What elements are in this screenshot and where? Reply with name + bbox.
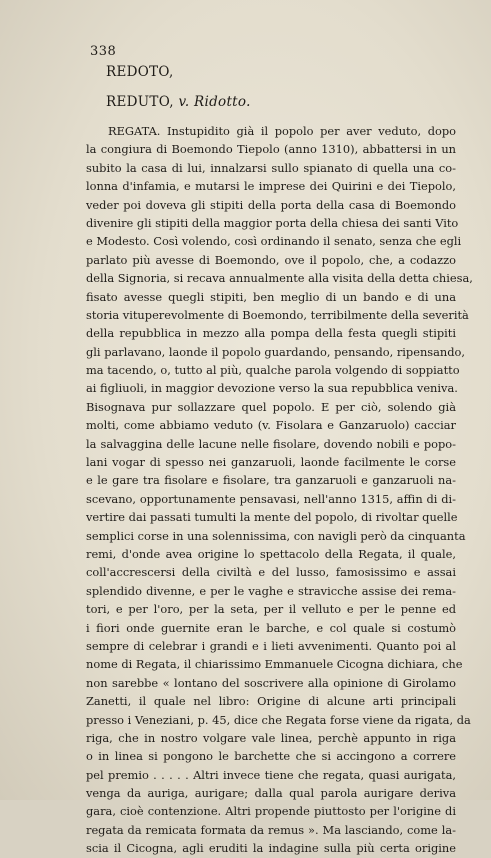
entry-reduto-ref: v. Ridotto. — [178, 94, 251, 110]
text-line: remi, d'onde avea origine lo spettacolo della Regata, il quale, — [86, 546, 456, 561]
text-line: e le gare tra fisolare e fisolare, tra ganzaruoli e ganzaruoli na- — [86, 473, 456, 488]
text-line: subito la casa di lui, innalzarsi sullo spianato di quella una co- — [86, 160, 456, 175]
text-line: i fiori onde guernite eran le barche, e col quale si costumò — [86, 620, 456, 635]
text-line: la congiura di Boemondo Tiepolo (anno 1310), abbattersi in un — [86, 142, 456, 157]
text-line: semplici corse in una solennissima, con navigli però da cinquanta — [86, 528, 466, 543]
text-line: ma tacendo, o, tutto al più, qualche parola volgendo di soppiatto — [86, 363, 460, 378]
text-line: scevano, opportunamente pensavasi, nell'anno 1315, affin di di- — [86, 491, 456, 506]
text-line: lani vogar di spesso nei ganzaruoli, laonde facilmente le corse — [86, 455, 456, 470]
text-line: splendido divenne, e per le vaghe e stravicche assise dei rema- — [86, 583, 456, 598]
text-line: fisato avesse quegli stipiti, ben meglio di un bando e di una — [86, 289, 456, 304]
text-line: molti, come abbiamo veduto (v. Fisolara e Ganzaruolo) cacciar — [86, 418, 456, 433]
text-line: nome di Regata, il chiarissimo Emmanuele Cicogna dichiara, che — [86, 657, 463, 672]
text-line: e Modesto. Così volendo, così ordinando il senato, senza che egli — [86, 234, 462, 249]
text-line: non sarebbe « lontano del soscrivere alla opinione di Girolamo — [86, 675, 456, 690]
entry-redoto: REDOTO, — [106, 64, 174, 80]
text-line: della repubblica in mezzo alla pompa della festa quegli stipiti — [86, 326, 456, 341]
text-line: regata da remicata formata da remus ». Ma lasciando, come la- — [86, 822, 456, 837]
text-line: Zanetti, il quale nel libro: Origine di alcune arti principali — [86, 694, 456, 709]
entry-reduto — [106, 94, 251, 110]
text-line: ai figliuoli, in maggior devozione verso la sua repubblica veniva. — [86, 381, 458, 396]
text-line: tori, e per l'oro, per la seta, per il velluto e per le penne ed — [86, 602, 456, 617]
text-line: scia il Cicogna, agli eruditi la indagine sulla più certa origine — [86, 841, 456, 856]
text-line: sempre di celebrar i grandi e i lieti avvenimenti. Quanto poi al — [86, 638, 456, 653]
entry-reduto-head: REDUTO, — [106, 94, 174, 110]
text-line: venga da auriga, aurigare; dalla qual parola aurigare deriva — [86, 786, 456, 801]
text-line: veder poi doveva gli stipiti della porta della casa di Boemondo — [86, 197, 456, 212]
text-line: o in linea si pongono le barchette che si accingono a correre — [86, 749, 456, 764]
text-line: la salvaggina delle lacune nelle fisolare, dovendo nobili e popo- — [86, 436, 456, 451]
text-line: pel premio . . . . . Altri invece tiene che regata, quasi aurigata, — [86, 767, 456, 782]
text-line: gara, cioè contenzione. Altri propende piuttosto per l'origine di — [86, 804, 456, 819]
text-line: vertire dai passati tumulti la mente del popolo, di rivoltar quelle — [86, 510, 458, 525]
text-line: della Signoria, si recava annualmente alla visita della detta chiesa, — [86, 271, 473, 286]
text-line: coll'accrescersi della civiltà e del lusso, famosissimo e assai — [86, 565, 456, 580]
text-line: gli parlavano, laonde il popolo guardando, pensando, ripensando, — [86, 344, 466, 359]
text-line: divenire gli stipiti della maggior porta della chiesa dei santi Vito — [86, 215, 459, 230]
regata-entry-text — [86, 122, 473, 858]
text-line: REGATA. Instupidito già il popolo per aver veduto, dopo — [108, 124, 456, 138]
page-number: 338 — [90, 44, 117, 59]
text-line: lonna d'infamia, e mutarsi le imprese dei Quirini e dei Tiepolo, — [86, 179, 456, 194]
text-line: presso i Veneziani, p. 45, dice che Regata forse viene da rigata, da — [86, 712, 471, 727]
text-line: Bisognava pur sollazzare quel popolo. E per ciò, solendo già — [86, 399, 456, 414]
text-line: parlato più avesse di Boemondo, ove il popolo, che, a codazzo — [86, 252, 456, 267]
text-line: riga, che in nostro volgare vale linea, perchè appunto in riga — [86, 730, 456, 745]
text-line: storia vituperevolmente di Boemondo, terribilmente della severità — [86, 307, 469, 322]
